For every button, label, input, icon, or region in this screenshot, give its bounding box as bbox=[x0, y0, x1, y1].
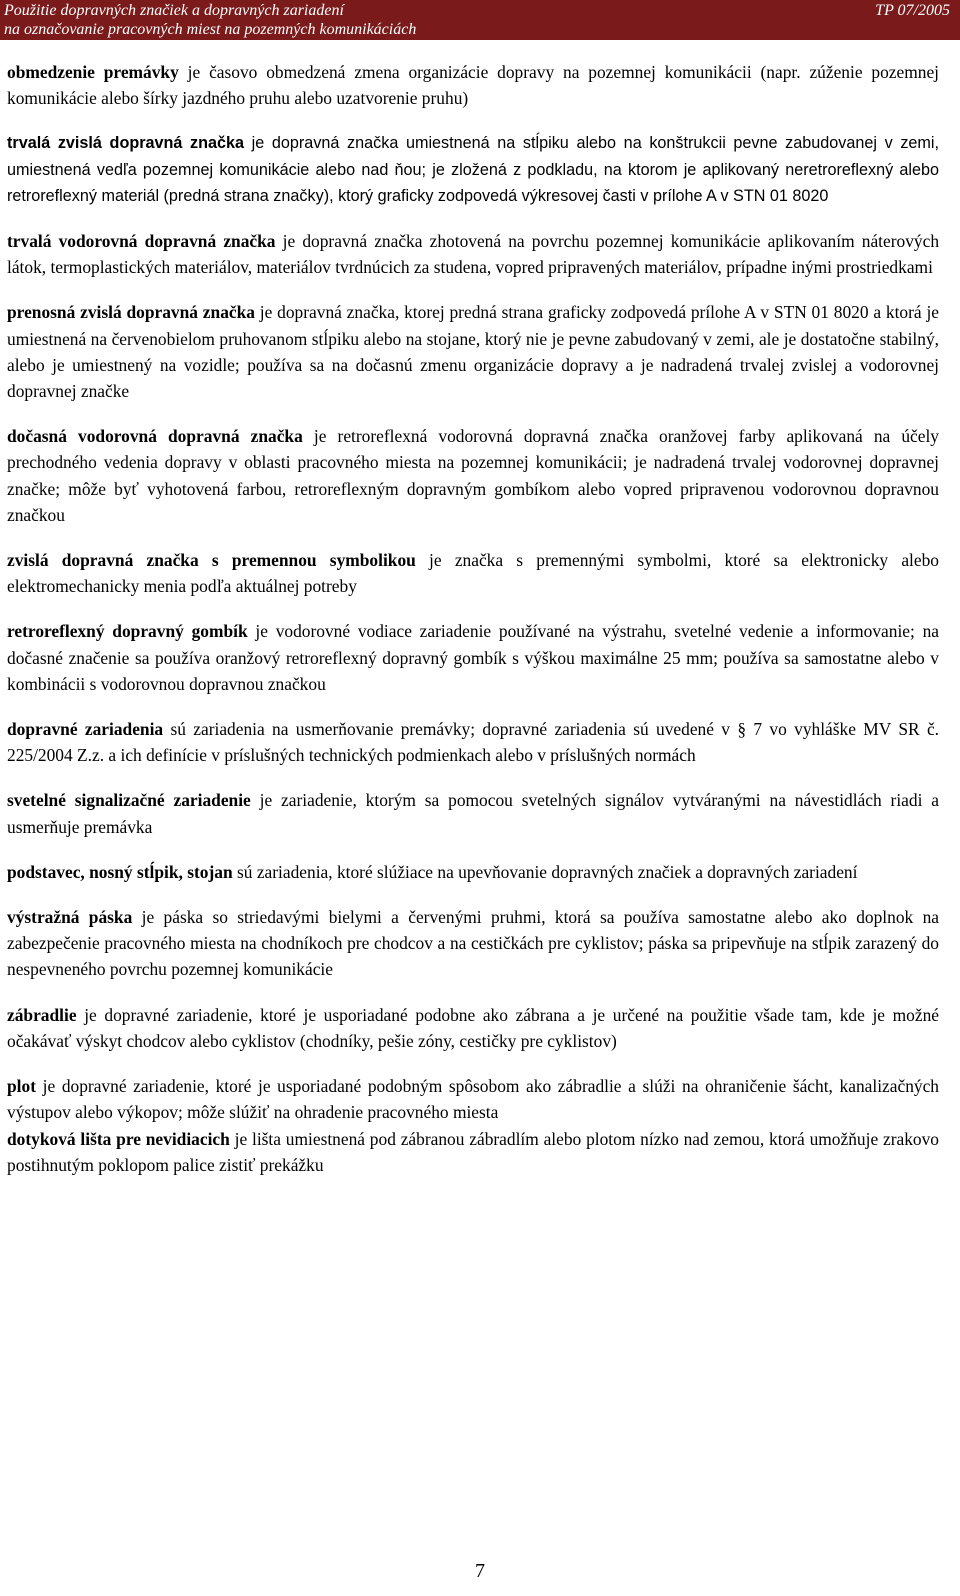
header-title-line2: na označovanie pracovných miest na pozemných komunikáciách bbox=[4, 21, 417, 38]
definition-trvala-vodorovna-znacka bbox=[7, 228, 939, 280]
definition-text: je lišta umiestnená pod zábranou zábradlím alebo plotom nízko nad zemou, ktorá umožňuje zrakovo postihnutým poklopom palice zistiť prekážku bbox=[7, 1128, 939, 1175]
definition-text: je značka s premennými symbolmi, ktoré sa elektronicky alebo elektromechanicky menia podľa aktuálnej potreby bbox=[7, 550, 939, 597]
page-header bbox=[0, 0, 960, 40]
definition-text: je dopravné zariadenie, ktoré je usporiadané podobne ako zábrana a je určené na použitie všade tam, kde je možné očakávať výskyt chodcov alebo cyklistov (chodníky, pešie zóny, cestičky pre cyklistov) bbox=[7, 1004, 939, 1051]
definition-text: sú zariadenia na usmerňovanie premávky; dopravné zariadenia sú uvedené v § 7 vo vyhláške MV SR č. 225/2004 Z.z. a ich definície v príslušných technických podmienkach alebo v príslušných normách bbox=[7, 719, 940, 766]
definition-term: trvalá vodorovná dopravná značka bbox=[7, 231, 276, 252]
definition-premenna-symbolika bbox=[7, 547, 939, 599]
page-number: 7 bbox=[475, 1560, 485, 1582]
definition-term: dopravné zariadenia bbox=[7, 719, 164, 740]
definition-text: je dopravná značka umiestnená na stĺpiku alebo na konštrukcii pevne zabudovanej v zemi, umiestnená vedľa pozemnej komunikácie alebo nad ňou; je zložená z podkladu, na ktorom je aplikovaný neretroreflexný alebo retroreflexný materiál (predná strana značky), ktorý graficky zodpovedá výkresovej časti v prílohe A v STN 01 8020 bbox=[7, 134, 939, 205]
definition-term: podstavec, nosný stĺpik, stojan bbox=[7, 861, 233, 882]
definition-term: retroreflexný dopravný gombík bbox=[7, 621, 248, 642]
definition-svetelne-signalizacne-zariadenie bbox=[7, 787, 939, 839]
definition-term: dočasná vodorovná dopravná značka bbox=[7, 426, 303, 447]
header-document-code: TP 07/2005 bbox=[875, 2, 950, 19]
definition-term: zábradlie bbox=[7, 1004, 77, 1025]
definition-docasna-vodorovna-znacka bbox=[7, 423, 939, 528]
definition-dopravne-zariadenia bbox=[7, 716, 939, 768]
definition-term: plot bbox=[7, 1076, 36, 1097]
definitions-list bbox=[7, 59, 939, 1197]
header-title-line1: Použitie dopravných značiek a dopravných zariadení bbox=[4, 2, 344, 19]
definition-text: je retroreflexná vodorovná dopravná značka oranžovej farby aplikovaná na účely prechodného vedenia dopravy v oblasti pracovného miesta na pozemnej komunikácii; je nadradená trvalej vodorovnej dopravnej značke; môže byť vyhotovená farbou, retroreflexným dopravným gombíkom alebo vopred pripravenou vodorovnou dopravnou značkou bbox=[7, 426, 939, 525]
definition-prenosna-zvisla-znacka bbox=[7, 299, 939, 404]
definition-text: je dopravné zariadenie, ktoré je usporiadané podobným spôsobom ako zábradlie a slúži na ohraničenie šácht, kanalizačných výstupov alebo výkopov; môže slúžiť na ohradenie pracovného miesta bbox=[7, 1076, 939, 1123]
definition-text: je vodorovné vodiace zariadenie používané na výstrahu, svetelné vedenie a informovanie; na dočasné značenie sa používa oranžový retroreflexný dopravný gombík s výškou maximálne 25 mm; používa sa samostatne alebo v kombinácii s vodorovnou dopravnou značkou bbox=[7, 621, 940, 694]
definition-term: svetelné signalizačné zariadenie bbox=[7, 790, 251, 811]
definition-term: zvislá dopravná značka s premennou symbolikou bbox=[7, 550, 416, 571]
definition-text: je páska so striedavými bielymi a červenými pruhmi, ktorá sa používa samostatne alebo ako doplnok na zabezpečenie pracovného miesta na chodníkoch pre chodcov a na cestičkách pre cyklistov; páska sa pripevňuje na stĺpik zarazený do nespevneného povrchu pozemnej komunikácie bbox=[7, 907, 939, 980]
definition-text: je časovo obmedzená zmena organizácie dopravy na pozemnej komunikácii (napr. zúženie pozemnej komunikácie alebo šírky jazdného pruhu alebo uzatvorenie pruhu) bbox=[7, 62, 939, 109]
definition-podstavec-stlpik-stojan bbox=[7, 859, 939, 885]
definition-trvala-zvisla-znacka bbox=[7, 130, 939, 209]
definition-retroreflexny-gombik bbox=[7, 618, 939, 697]
definition-term: trvalá zvislá dopravná značka bbox=[7, 134, 245, 153]
definition-term: dotyková lišta pre nevidiacich bbox=[7, 1128, 230, 1149]
definition-term: obmedzenie premávky bbox=[7, 62, 179, 82]
definition-term: výstražná páska bbox=[7, 907, 133, 928]
definition-obmedzenie-premavky bbox=[7, 59, 939, 111]
definition-vystrazna-paska bbox=[7, 904, 939, 983]
definition-text: je dopravná značka, ktorej predná strana graficky zodpovedá prílohe A v STN 01 8020 a ktorá je umiestnená na červenobielom pruhovanom stĺpiku alebo na stojane, ktorý nie je pevne zabudovaný v zemi, ale je dostatočne stabilný, alebo je umiestnený na vozidle; používa sa na dočasnú zmenu organizácie dopravy a je nadradená trvalej zvislej a vodorovnej dopravnej značke bbox=[7, 302, 939, 402]
definition-text: je dopravná značka zhotovená na povrchu pozemnej komunikácie aplikovaním náterových látok, termoplastických materiálov, materiálov tvrdnúcich za studena, vopred pripravených materiálov, prípadne inými prostriedkami bbox=[7, 231, 940, 278]
definition-term: prenosná zvislá dopravná značka bbox=[7, 302, 255, 323]
definition-plot bbox=[7, 1073, 939, 1125]
definition-text: sú zariadenia, ktoré slúžiace na upevňovanie dopravných značiek a dopravných zariadení bbox=[232, 861, 858, 882]
definition-dotykova-lista bbox=[7, 1126, 939, 1178]
definition-zabradlie bbox=[7, 1002, 939, 1054]
definition-text: je zariadenie, ktorým sa pomocou svetelných signálov vytváranými na návestidlách riadi a usmerňuje premávka bbox=[7, 790, 939, 837]
